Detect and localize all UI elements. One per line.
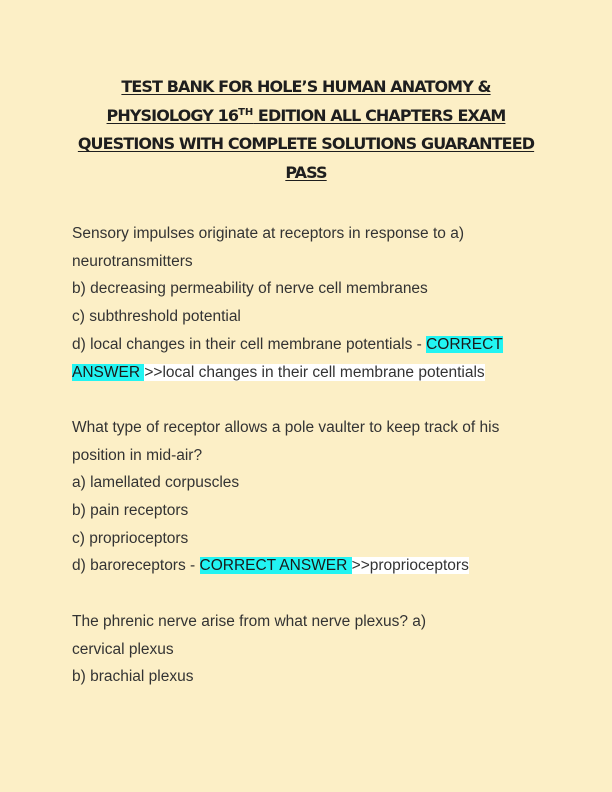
question-2-option-c: c) proprioceptors: [72, 529, 189, 547]
title-line-2-text: PHYSIOLOGY 16: [106, 105, 239, 125]
correct-answer-highlight: ANSWER: [72, 363, 145, 381]
document-body: [72, 220, 540, 691]
question-3: [72, 608, 540, 691]
title-line-2-rest: EDITION ALL CHAPTERS EXAM: [253, 105, 506, 125]
correct-answer-highlight: CORRECT ANSWER: [199, 557, 352, 575]
answer-text: >>local changes in their cell membrane potentials: [144, 363, 485, 381]
question-1-option-a: neurotransmitters: [72, 252, 193, 270]
title-line-4: PASS: [285, 162, 327, 182]
title-line-1: TEST BANK FOR HOLE’S HUMAN ANATOMY &: [121, 77, 491, 96]
question-1-answer: [72, 359, 540, 387]
question-2-option-d-text: d) baroreceptors -: [72, 557, 200, 575]
document-title: [72, 0, 540, 187]
question-1-option-d: [72, 331, 540, 359]
correct-answer-highlight: CORRECT: [426, 335, 503, 353]
question-3-option-a: cervical plexus: [72, 640, 174, 658]
question-1: [72, 220, 540, 386]
question-1-option-b: b) decreasing permeability of nerve cell membranes: [72, 280, 428, 298]
answer-text: >>proprioceptors: [351, 557, 469, 575]
question-2-option-a: a) lamellated corpuscles: [72, 474, 240, 492]
question-2: [72, 414, 540, 580]
question-2-text-cont: position in mid-air?: [72, 446, 203, 464]
question-1-option-d-text: d) local changes in their cell membrane potentials -: [72, 335, 427, 353]
question-3-option-b: b) brachial plexus: [72, 668, 194, 686]
question-1-option-c: c) subthreshold potential: [72, 308, 241, 326]
title-line-3: QUESTIONS WITH COMPLETE SOLUTIONS GUARANTEED: [77, 134, 535, 153]
question-2-text: What type of receptor allows a pole vaulter to keep track of his: [72, 418, 500, 436]
title-superscript: TH: [238, 106, 254, 118]
question-2-option-b: b) pain receptors: [72, 502, 189, 520]
question-3-text: The phrenic nerve arise from what nerve plexus? a): [72, 612, 427, 630]
title-line-2: [72, 102, 540, 131]
question-1-text: Sensory impulses originate at receptors in response to a): [72, 225, 465, 242]
question-2-option-d: [72, 552, 540, 580]
